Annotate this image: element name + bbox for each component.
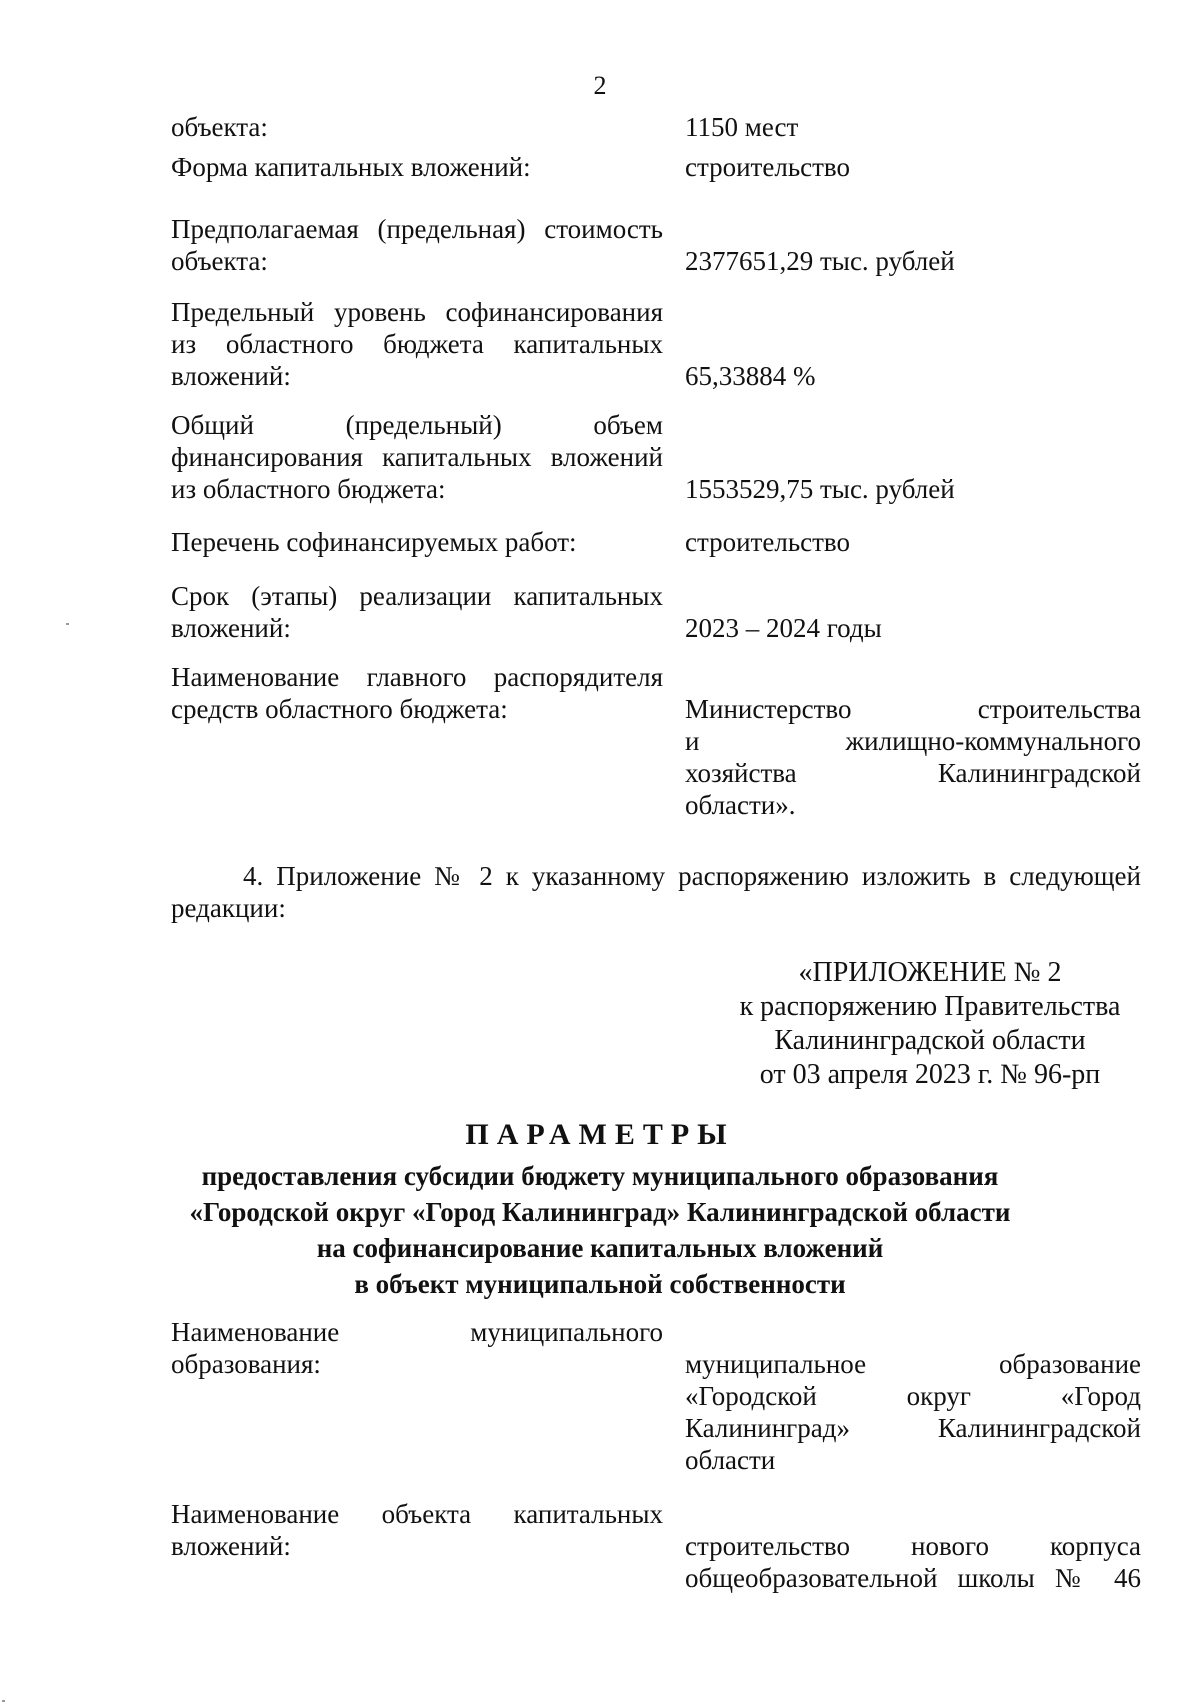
param-value-line: 2023 – 2024 годы	[685, 613, 882, 643]
scan-speck	[2, 1700, 5, 1702]
param-label-line: Наименование главного распорядителя	[171, 662, 663, 692]
param-value-line: строительство	[685, 152, 850, 182]
param-value	[685, 473, 1141, 505]
param-label-line: Предельный уровень софинансирования	[171, 297, 663, 327]
param-label-line: из областного бюджета:	[171, 474, 446, 504]
subtitle-line: в объект муниципальной собственности	[354, 1269, 846, 1299]
param-value-line: муниципальное образование	[685, 1349, 1141, 1379]
param-label-line: финансирования капитальных вложений	[171, 442, 663, 472]
param-label	[171, 580, 663, 644]
param-value	[685, 111, 1141, 143]
param-label	[171, 213, 663, 277]
param-label-line: Наименование муниципального	[171, 1317, 663, 1347]
subtitle-line: предоставления субсидии бюджету муниципального образования	[201, 1161, 999, 1191]
param-label-line: вложений:	[171, 1531, 291, 1561]
param-label-line: Перечень софинансируемых работ:	[171, 527, 577, 557]
scan-speck	[66, 623, 69, 625]
param-label-line: Общий (предельный) объем	[171, 410, 663, 440]
param-value	[685, 1348, 1141, 1476]
param-label-line: из областного бюджета капитальных	[171, 329, 663, 359]
param-value-line: строительство нового корпуса	[685, 1531, 1141, 1561]
param-label	[171, 1316, 663, 1380]
param-label-line: образования:	[171, 1349, 321, 1379]
param-value-line: 2377651,29 тыс. рублей	[685, 246, 955, 276]
param-value	[685, 245, 1141, 277]
param-label-line: вложений:	[171, 613, 291, 643]
param-value	[685, 151, 1141, 183]
param-value-line: хозяйства Калининградской	[685, 758, 1141, 788]
param-value	[685, 526, 1141, 558]
param-label-line: Предполагаемая (предельная) стоимость	[171, 214, 663, 244]
param-value-line: 1553529,75 тыс. рублей	[685, 474, 955, 504]
param-label	[171, 296, 663, 392]
param-value-line: области».	[685, 790, 796, 820]
param-value-line: строительство	[685, 527, 850, 557]
param-label	[171, 661, 663, 725]
appendix-line: от 03 апреля 2023 г. № 96-рп	[759, 1059, 1101, 1090]
param-value-line: 1150 мест	[685, 112, 799, 142]
appendix-line: «ПРИЛОЖЕНИЕ № 2	[798, 957, 1062, 988]
param-value-line: общеобразовательной школы № 46	[685, 1563, 1141, 1593]
param-label-line: объекта:	[171, 112, 268, 142]
page-number: 2	[593, 71, 607, 100]
document-subtitle	[0, 1158, 1200, 1302]
param-label-line: вложений:	[171, 361, 291, 391]
param-label-line: Срок (этапы) реализации капитальных	[171, 581, 663, 611]
param-value-line: и жилищно-коммунального	[685, 726, 1141, 756]
param-value	[685, 693, 1141, 821]
param-value-line: «Городской округ «Город	[685, 1381, 1141, 1411]
appendix-header	[700, 956, 1160, 1092]
subtitle-line: «Городской округ «Город Калининград» Калининградской области	[189, 1197, 1011, 1227]
param-value-line: Калининград» Калининградской	[685, 1413, 1141, 1443]
param-label	[171, 1498, 663, 1562]
param-value-line: 65,33884 %	[685, 361, 816, 391]
document-title: ПАРАМЕТРЫ	[465, 1118, 735, 1151]
param-value-line: области	[685, 1445, 776, 1475]
appendix-line: Калининградской области	[774, 1025, 1086, 1056]
param-value	[685, 612, 1141, 644]
param-value	[685, 1530, 1141, 1594]
paragraph-4: 4. Приложение № 2 к указанному распоряжению изложить в следующей редакции:	[171, 861, 1141, 923]
param-label-line: Наименование объекта капитальных	[171, 1499, 663, 1529]
param-label	[171, 526, 663, 558]
subtitle-line: на софинансирование капитальных вложений	[316, 1233, 884, 1263]
param-value-line: Министерство строительства	[685, 694, 1141, 724]
appendix-line: к распоряжению Правительства	[739, 991, 1121, 1022]
param-label	[171, 409, 663, 505]
param-label-line: средств областного бюджета:	[171, 694, 508, 724]
param-value	[685, 360, 1141, 392]
param-label-line: объекта:	[171, 246, 268, 276]
param-label	[171, 151, 663, 183]
param-label-line: Форма капитальных вложений:	[171, 152, 531, 182]
param-label	[171, 111, 663, 143]
